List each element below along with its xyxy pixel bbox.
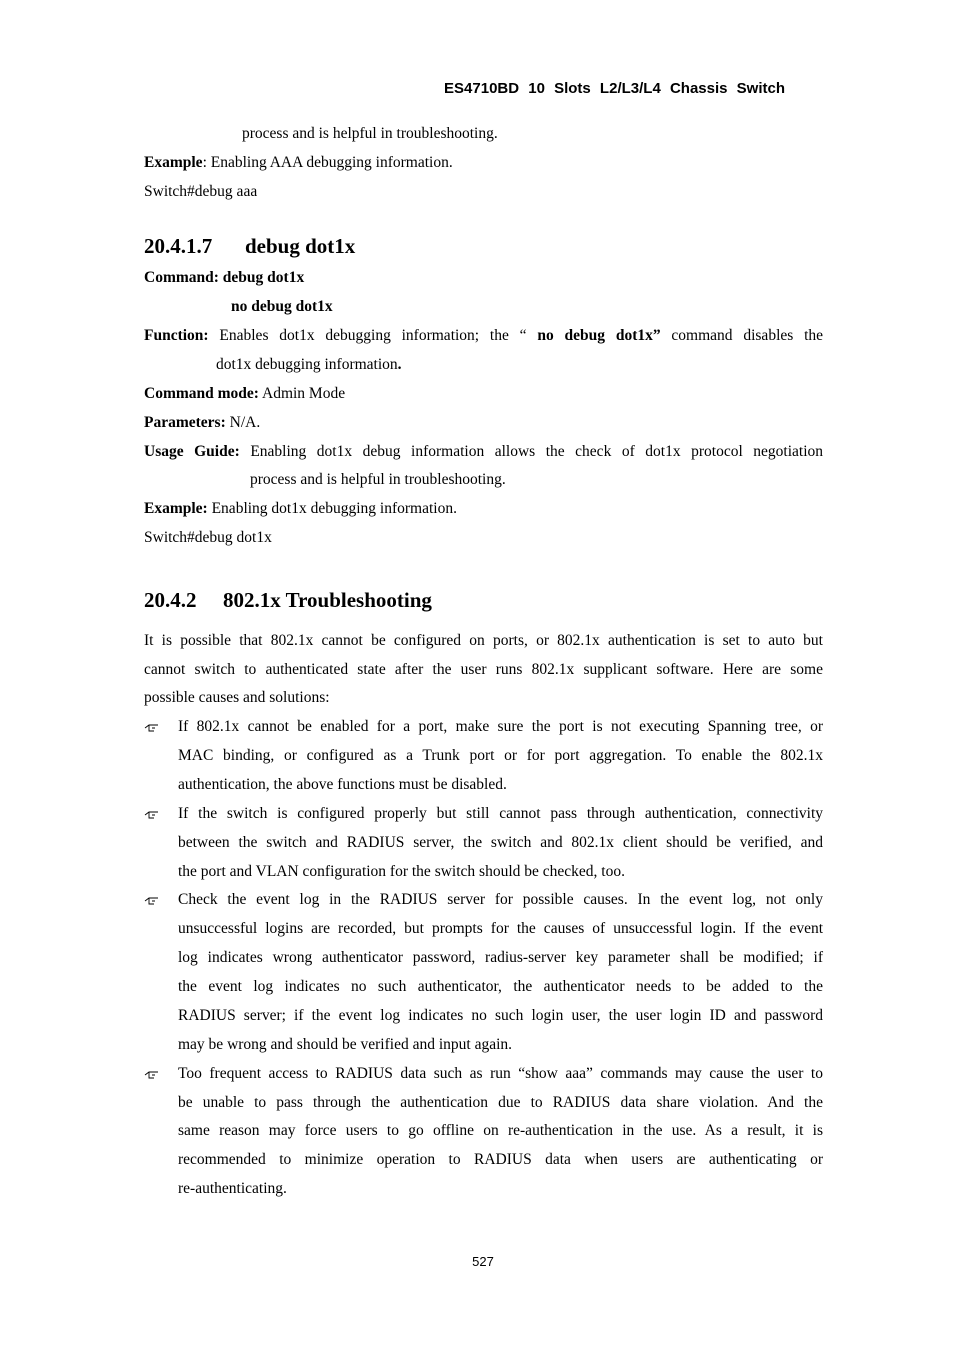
bullet-3-line-1: Check the event log in the RADIUS server for possible causes. In the event log, not only: [178, 891, 823, 908]
page-header: ES4710BD 10 Slots L2/L3/L4 Chassis Switch: [444, 80, 785, 97]
function-label: Function:: [144, 327, 209, 344]
example-line: [144, 153, 453, 173]
parameters-value: N/A.: [229, 414, 261, 431]
bullet-3-line-2: unsuccessful logins are recorded, but prompts for the causes of unsuccessful login. If the event: [178, 920, 823, 937]
section-title: debug dot1x: [245, 234, 356, 258]
section-title: 802.1x Troubleshooting: [223, 588, 432, 612]
example-label: Example: [144, 154, 203, 171]
function-line: [144, 326, 823, 346]
function-text-2: command disables the: [671, 327, 824, 344]
example-label-dot1x: Example:: [144, 500, 208, 517]
bullet-4-line-2: be unable to pass through the authentication due to RADIUS data share violation. And the: [178, 1094, 823, 1111]
usage-guide-line: [144, 442, 823, 462]
usage-guide-line-2: process and is helpful in troubleshooting.: [250, 471, 506, 488]
section-heading-troubleshooting: [144, 588, 432, 613]
usage-continuation: process and is helpful in troubleshooting.: [242, 125, 498, 142]
intro-line-2: cannot switch to authenticated state after the user runs 802.1x supplicant software. Here are some: [144, 661, 823, 678]
page-number: 527: [472, 1254, 494, 1269]
pointing-hand-icon: [144, 722, 160, 734]
bullet-4-line-3: same reason may force users to go offline on re-authentication in the use. As a result, it is: [178, 1122, 823, 1139]
bullet-3-line-3: log indicates wrong authenticator password, radius-server key parameter shall be modified; if: [178, 949, 823, 966]
function-text-1: Enables dot1x debugging information; the “: [219, 327, 527, 344]
command-mode-label: Command mode:: [144, 385, 259, 402]
command-no-line: no debug dot1x: [231, 298, 333, 315]
example-text-dot1x: Enabling dot1x debugging information.: [211, 500, 457, 517]
bullet-4-line-4: recommended to minimize operation to RADIUS data when users are authenticating or: [178, 1151, 823, 1168]
command-mode-line: [144, 384, 345, 404]
bullet-4-line-5: re-authenticating.: [178, 1180, 287, 1197]
intro-line-1: It is possible that 802.1x cannot be configured on ports, or 802.1x authentication is set to auto but: [144, 632, 823, 649]
example-text: : Enabling AAA debugging information.: [202, 154, 453, 171]
parameters-line: [144, 413, 260, 433]
bullet-2-line-2: between the switch and RADIUS server, the switch and 802.1x client should be verified, and: [178, 834, 823, 851]
example-command-dot1x: Switch#debug dot1x: [144, 529, 272, 546]
usage-guide-text: Enabling dot1x debug information allows the check of dot1x protocol negotiation: [250, 443, 824, 460]
function-bold: no debug dot1x”: [537, 327, 661, 344]
bullet-3-line-6: may be wrong and should be verified and input again.: [178, 1036, 513, 1053]
bullet-3-line-5: RADIUS server; if the event log indicates no such login user, the user login ID and password: [178, 1007, 823, 1024]
bullet-1-line-1: If 802.1x cannot be enabled for a port, make sure the port is not executing Spanning tree, or: [178, 718, 823, 735]
function-cont: dot1x debugging information: [216, 356, 398, 373]
bullet-1-line-3: authentication, the above functions must be disabled.: [178, 776, 507, 793]
usage-guide-label: Usage Guide:: [144, 443, 240, 460]
pointing-hand-icon: [144, 1069, 160, 1081]
pointing-hand-icon: [144, 895, 160, 907]
bullet-2-line-1: If the switch is configured properly but still cannot pass through authentication, connectivity: [178, 805, 823, 822]
command-mode-value: Admin Mode: [262, 385, 346, 402]
function-period: .: [397, 356, 402, 373]
bullet-1-line-2: MAC binding, or configured as a Trunk port or for port aggregation. To enable the 802.1x: [178, 747, 823, 764]
section-number: 20.4.1.7: [144, 234, 213, 258]
pointing-hand-icon: [144, 809, 160, 821]
bullet-3-line-4: the event log indicates no such authenticator, the authenticator needs to be added to the: [178, 978, 823, 995]
parameters-label: Parameters:: [144, 414, 226, 431]
function-line-2: [216, 355, 402, 375]
section-heading-debug-dot1x: [144, 234, 355, 259]
example-line-dot1x: [144, 499, 457, 519]
bullet-2-line-3: the port and VLAN configuration for the switch should be checked, too.: [178, 863, 625, 880]
section-number: 20.4.2: [144, 588, 197, 612]
command-line: Command: debug dot1x: [144, 269, 305, 286]
intro-line-3: possible causes and solutions:: [144, 689, 330, 706]
bullet-4-line-1: Too frequent access to RADIUS data such as run “show aaa” commands may cause the user to: [178, 1065, 823, 1082]
example-command: Switch#debug aaa: [144, 183, 258, 200]
